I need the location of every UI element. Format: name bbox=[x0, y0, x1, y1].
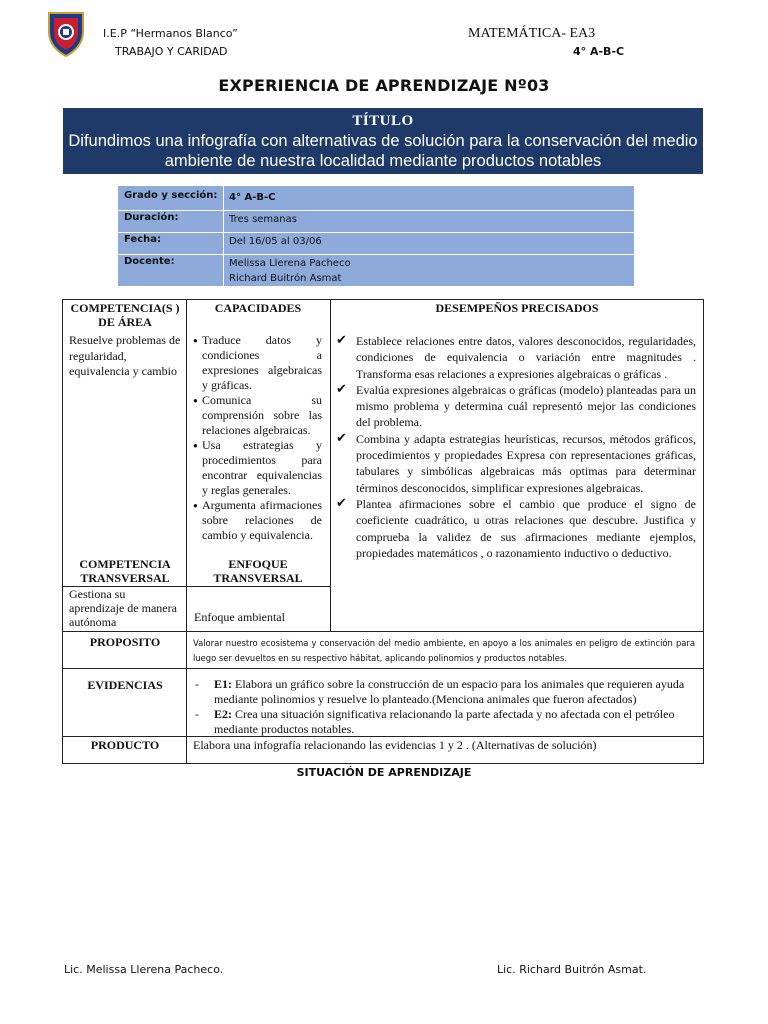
capacidades-list bbox=[194, 333, 322, 543]
info-value: Del 16/05 al 03/06 bbox=[229, 236, 322, 247]
list-item: ● Traduce datos y condiciones a expresiones algebraicas y gráficas. bbox=[194, 333, 322, 393]
evidencia-text: Crea una situación significativa relacionando la parte afectada y no afectada con el petróleo mediante productos notables. bbox=[214, 707, 675, 736]
desempeno-text: Combina y adapta estrategias heurísticas, recursos, métodos gráficos, procedimientos y propiedades Expresa con representaciones gráficas, tabulares y simbólicas algebraicas más optimas para determinar términos desconocidos, simplificar expresiones algebraicas. bbox=[356, 431, 696, 495]
check-icon: ✔ bbox=[336, 333, 347, 348]
header-competencia: COMPETENCIA(S ) DE ÁREA bbox=[70, 301, 180, 329]
check-icon: ✔ bbox=[336, 495, 347, 511]
list-item: ● Comunica su comprensión sobre las relaciones algebraicas. bbox=[194, 393, 322, 438]
situacion-heading: SITUACIÓN DE APRENDIZAJE bbox=[296, 766, 472, 779]
info-key: Fecha: bbox=[124, 234, 162, 245]
title-banner bbox=[63, 108, 703, 174]
document-title: EXPERIENCIA DE APRENDIZAJE Nº03 bbox=[218, 76, 550, 95]
subject-label: MATEMÁTICA- EA3 bbox=[468, 26, 596, 41]
evidencia-item bbox=[214, 677, 698, 707]
list-item bbox=[336, 382, 696, 431]
info-value: 4° A-B-C bbox=[229, 192, 276, 203]
list-item bbox=[336, 431, 696, 496]
info-value: Tres semanas bbox=[229, 214, 297, 225]
list-item: ● Usa estrategias y procedimientos para encontrar equivalencias y reglas generales. bbox=[194, 438, 322, 498]
footer-signature-left: Lic. Melissa Llerena Pacheco. bbox=[64, 963, 224, 976]
evidencia-text: Elabora un gráfico sobre la construcción de un espacio para los animales que requieren ayuda mediante polinomios y resuelve lo planteado.(Menciona animales que fueron afectados) bbox=[214, 677, 685, 706]
evidencia-code: E2: bbox=[214, 707, 232, 721]
desempeno-text: Evalúa expresiones algebraicas o gráficas (modelo) planteadas para un mismo problema y determina cuál representó mejor las condiciones del problema. bbox=[356, 382, 696, 430]
list-item bbox=[336, 333, 696, 382]
school-name: I.E.P “Hermanos Blanco” bbox=[103, 27, 238, 40]
proposito-text: Valorar nuestro ecosistema y conservación del medio ambiente, en apoyo a los animales en peligro de extinción para luego ser devueltos en su respectivo hábitat, aplicando polinomios y productos notables. bbox=[193, 638, 695, 663]
footer-signature-right: Lic. Richard Buitrón Asmat. bbox=[497, 963, 647, 976]
check-icon: ✔ bbox=[336, 381, 347, 397]
header-capacidades: CAPACIDADES bbox=[214, 301, 302, 315]
title-banner-label: TÍTULO bbox=[352, 113, 414, 129]
producto-text: Elabora una infografía relacionando las evidencias 1 y 2 . (Alternativas de solución) bbox=[193, 738, 597, 752]
info-value: Melissa Llerena Pacheco bbox=[229, 258, 351, 269]
info-key: Grado y sección: bbox=[124, 190, 218, 201]
info-table bbox=[118, 186, 634, 286]
proposito-label: PROPOSITO bbox=[89, 635, 161, 649]
school-crest-icon bbox=[46, 10, 86, 58]
list-item bbox=[336, 496, 696, 561]
enfoque-transversal-text: Enfoque ambiental bbox=[194, 610, 285, 624]
grade-label: 4° A-B-C bbox=[573, 45, 625, 58]
header-desempenos: DESEMPEÑOS PRECISADOS bbox=[435, 301, 599, 315]
producto-label: PRODUCTO bbox=[90, 738, 160, 752]
competencia-area-text: Resuelve problemas de regularidad, equivalencia y cambio bbox=[69, 333, 181, 378]
header-competencia-transversal: COMPETENCIA TRANSVERSAL bbox=[79, 557, 171, 585]
desempenos-list bbox=[336, 333, 696, 561]
competencia-transversal-text: Gestiona su aprendizaje de manera autónoma bbox=[69, 587, 177, 629]
info-key: Duración: bbox=[124, 212, 179, 223]
info-key: Docente: bbox=[124, 256, 175, 267]
title-banner-text: Difundimos una infografía con alternativas de solución para la conservación del medio ambiente de nuestra localidad mediante productos notables bbox=[68, 132, 698, 170]
desempeno-text: Plantea afirmaciones sobre el cambio que produce el signo de coeficiente cuadrático, u otras relaciones que descubre. Justifica y comprueba la validez de sus afirmaciones mediante ejemplos, propiedades matemáticos , o razonamiento inductivo o deductivo. bbox=[356, 496, 696, 560]
desempeno-text: Establece relaciones entre datos, valores desconocidos, regularidades, condiciones de equivalencia o variación entre magnitudes . Transforma esas relaciones a expresiones algebraicas o gráficas . bbox=[356, 334, 696, 381]
list-item: ● Argumenta afirmaciones sobre relaciones de cambio y equivalencia. bbox=[194, 498, 322, 543]
evidencia-code: E1: bbox=[214, 677, 232, 691]
header-enfoque-transversal: ENFOQUE TRANSVERSAL bbox=[213, 557, 303, 585]
evidencias-label: EVIDENCIAS bbox=[87, 678, 163, 692]
info-value-2: Richard Buitrón Asmat bbox=[229, 273, 342, 284]
school-motto: TRABAJO Y CARIDAD bbox=[115, 45, 228, 58]
check-icon: ✔ bbox=[336, 430, 347, 446]
evidencia-item bbox=[214, 707, 698, 737]
